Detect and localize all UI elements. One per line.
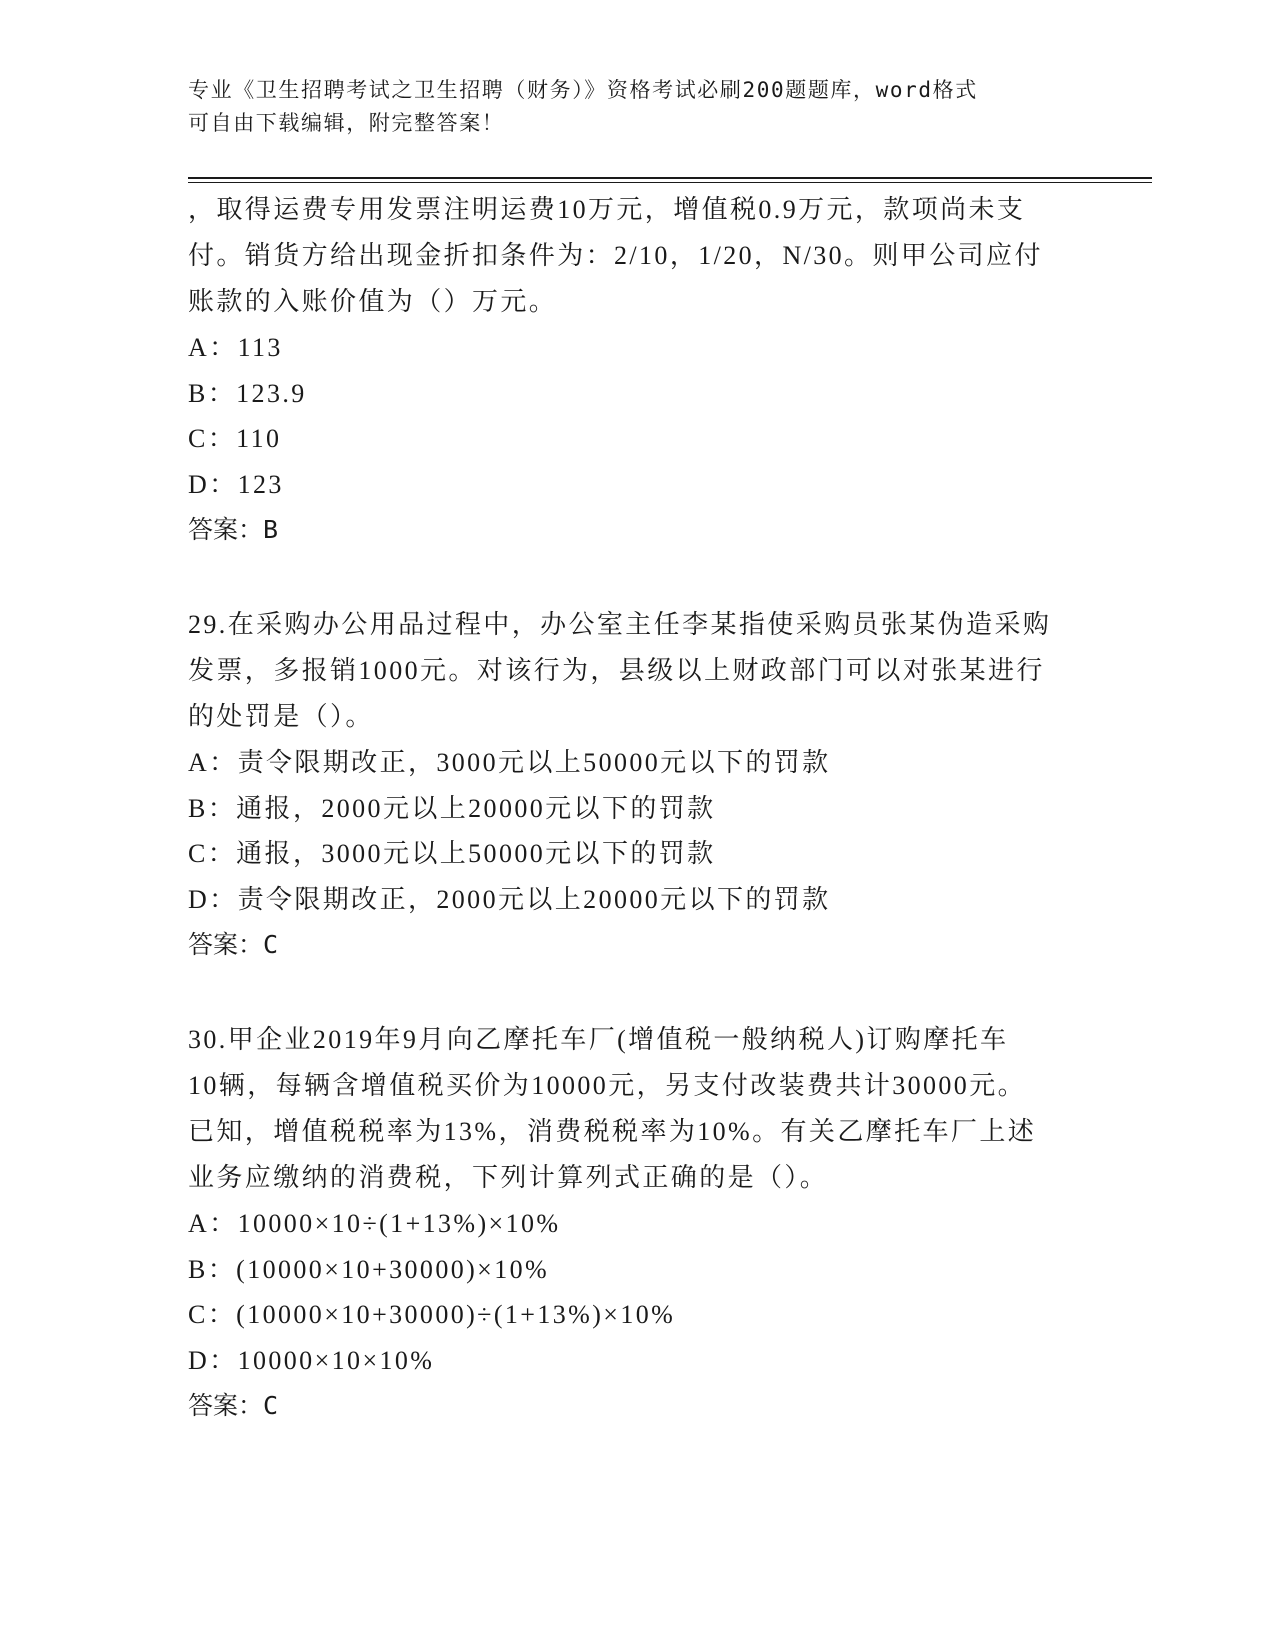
- document-header: [188, 74, 1088, 140]
- option-d: D：123: [188, 469, 284, 499]
- header-line-1: 专业《卫生招聘考试之卫生招聘（财务）》资格考试必刷200题题库，word格式: [188, 78, 978, 102]
- question-text-line: 已知，增值税税率为13%，消费税税率为10%。有关乙摩托车厂上述: [188, 1117, 1037, 1146]
- question-spacer: [188, 968, 1088, 1017]
- answer-line: 答案：C: [188, 930, 279, 959]
- header-divider-thin: [188, 182, 1152, 183]
- question-text-line: 账款的入账价值为（）万元。: [188, 287, 558, 316]
- header-line-2: 可自由下载编辑，附完整答案！: [188, 111, 505, 135]
- answer-line: 答案：B: [188, 515, 279, 544]
- option-a: A：责令限期改正，3000元以上50000元以下的罚款: [188, 748, 831, 777]
- option-b: B：(10000×10+30000)×10%: [188, 1254, 550, 1284]
- question-text-line: 付。销货方给出现金折扣条件为：2/10，1/20，N/30。则甲公司应付: [188, 241, 1043, 270]
- question-text-line: 的处罚是（）。: [188, 702, 374, 731]
- option-a: A：10000×10÷(1+13%)×10%: [188, 1209, 561, 1238]
- header-divider-thick: [188, 177, 1152, 179]
- option-a: A：113: [188, 333, 283, 362]
- option-b: B：123.9: [188, 378, 307, 408]
- question-text-line: 业务应缴纳的消费税，下列计算列式正确的是（）。: [188, 1163, 829, 1192]
- question-text-line: 10辆，每辆含增值税买价为10000元，另支付改装费共计30000元。: [188, 1071, 1027, 1100]
- question-text-line: 发票，多报销1000元。对该行为，县级以上财政部门可以对张某进行: [188, 656, 1045, 685]
- option-b: B：通报，2000元以上20000元以下的罚款: [188, 793, 716, 823]
- answer-line: 答案：C: [188, 1391, 279, 1420]
- question-text-line: 30.甲企业2019年9月向乙摩托车厂(增值税一般纳税人)订购摩托车: [188, 1025, 1009, 1054]
- question-text-line: ，取得运费专用发票注明运费10万元，增值税0.9万元，款项尚未支: [188, 195, 1026, 224]
- option-d: D：10000×10×10%: [188, 1345, 435, 1375]
- question-29: [188, 602, 1088, 968]
- question-28: [188, 187, 1088, 553]
- option-c: C：(10000×10+30000)÷(1+13%)×10%: [188, 1300, 676, 1329]
- question-spacer: [188, 553, 1088, 602]
- question-30: [188, 1017, 1088, 1429]
- question-list: [188, 187, 1088, 1429]
- option-d: D：责令限期改正，2000元以上20000元以下的罚款: [188, 884, 831, 914]
- option-c: C：110: [188, 424, 282, 453]
- option-c: C：通报，3000元以上50000元以下的罚款: [188, 839, 716, 868]
- question-text-line: 29.在采购办公用品过程中，办公室主任李某指使采购员张某伪造采购: [188, 610, 1052, 639]
